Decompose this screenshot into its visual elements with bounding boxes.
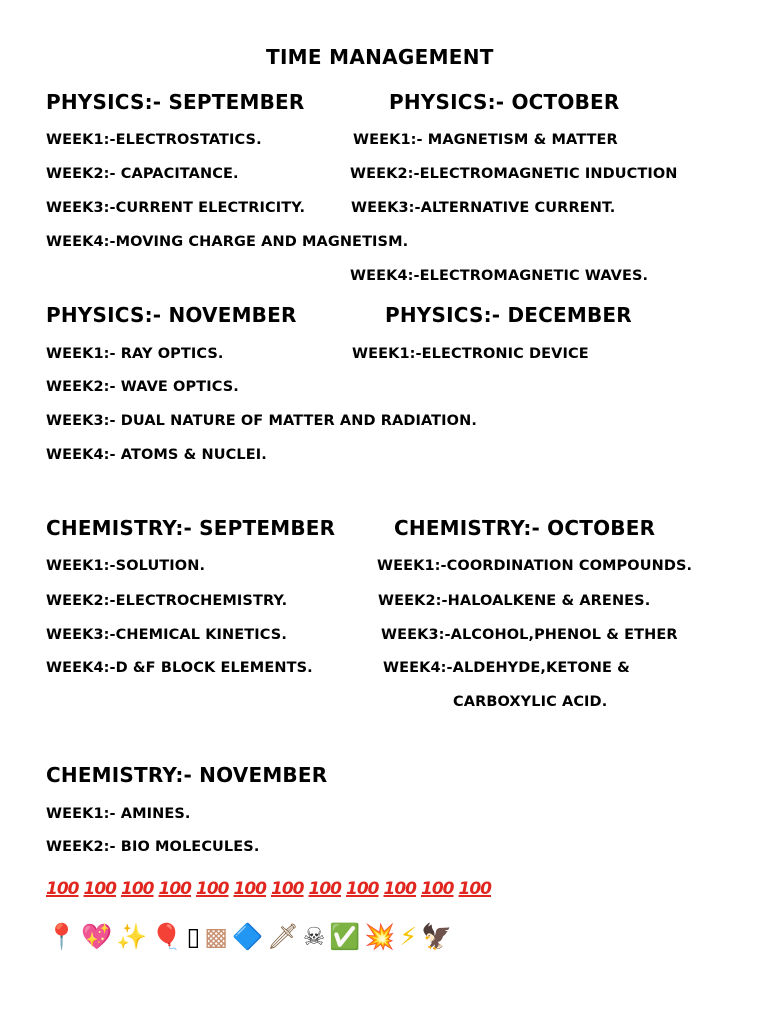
hundred-points-icon: 100 bbox=[271, 879, 304, 899]
hundred-points-icon: 100 bbox=[83, 879, 116, 899]
chemistry-september-week3: WEEK3:-CHEMICAL KINETICS. bbox=[46, 627, 287, 643]
hundred-points-icon: 100 bbox=[308, 879, 341, 899]
physics-october-heading: PHYSICS:- OCTOBER bbox=[389, 90, 620, 114]
physics-november-heading: PHYSICS:- NOVEMBER bbox=[46, 303, 297, 327]
chemistry-september-week4: WEEK4:-D &F BLOCK ELEMENTS. bbox=[46, 660, 313, 676]
chemistry-october-week1: WEEK1:-COORDINATION COMPOUNDS. bbox=[377, 558, 693, 574]
hundred-points-icon: 100 bbox=[421, 879, 454, 899]
chemistry-september-week1: WEEK1:-SOLUTION. bbox=[46, 558, 206, 574]
hundred-points-icon: 100 bbox=[158, 879, 191, 899]
hundred-points-icon: 100 bbox=[383, 879, 416, 899]
sparkles-icon: ✨ bbox=[116, 922, 148, 951]
blue-diamond-icon: 🔷 bbox=[231, 922, 264, 951]
physics-november-week4: WEEK4:- ATOMS & NUCLEI. bbox=[46, 447, 267, 463]
hundred-points-icon: 100 bbox=[233, 879, 266, 899]
chemistry-october-week4: WEEK4:-ALDEHYDE,KETONE & bbox=[383, 660, 630, 676]
hundred-points-icon: 100 bbox=[196, 879, 229, 899]
chemistry-november-heading: CHEMISTRY:- NOVEMBER bbox=[46, 763, 328, 787]
collision-icon: 💥 bbox=[364, 922, 396, 951]
chemistry-october-week2: WEEK2:-HALOALKENE & ARENES. bbox=[378, 593, 651, 609]
physics-december-week1: WEEK1:-ELECTRONIC DEVICE bbox=[352, 346, 589, 362]
physics-november-week2: WEEK2:- WAVE OPTICS. bbox=[46, 379, 239, 395]
lightning-icon: ⚡ bbox=[399, 922, 418, 951]
placeholder-box-icon: ▯ bbox=[186, 922, 201, 951]
balloon-icon: 🎈 bbox=[151, 922, 183, 951]
hundred-points-icon: 100 bbox=[458, 879, 491, 899]
physics-september-week3: WEEK3:-CURRENT ELECTRICITY. bbox=[46, 200, 306, 216]
hundred-points-icon: 100 bbox=[46, 879, 79, 899]
chemistry-november-week1: WEEK1:- AMINES. bbox=[46, 806, 191, 822]
bandage-icon: ▩ bbox=[204, 922, 228, 951]
physics-november-week1: WEEK1:- RAY OPTICS. bbox=[46, 346, 224, 362]
page-title: TIME MANAGEMENT bbox=[266, 45, 494, 69]
chemistry-october-week3: WEEK3:-ALCOHOL,PHENOL & ETHER bbox=[381, 627, 678, 643]
physics-october-week4: WEEK4:-ELECTROMAGNETIC WAVES. bbox=[350, 268, 649, 284]
chemistry-october-week4-cont: CARBOXYLIC ACID. bbox=[453, 694, 608, 710]
dagger-icon: 🗡 bbox=[267, 922, 299, 951]
sparkling-heart-icon: 💖 bbox=[81, 922, 113, 951]
check-mark-icon: ✅ bbox=[329, 922, 361, 951]
chemistry-october-heading: CHEMISTRY:- OCTOBER bbox=[394, 516, 656, 540]
chemistry-september-week2: WEEK2:-ELECTROCHEMISTRY. bbox=[46, 593, 288, 609]
physics-september-heading: PHYSICS:- SEPTEMBER bbox=[46, 90, 305, 114]
physics-october-week2: WEEK2:-ELECTROMAGNETIC INDUCTION bbox=[350, 166, 678, 182]
physics-october-week1: WEEK1:- MAGNETISM & MATTER bbox=[353, 132, 618, 148]
skull-crossbones-icon: ☠ bbox=[302, 922, 326, 951]
eagle-icon: 🦅 bbox=[421, 922, 453, 951]
physics-october-week3: WEEK3:-ALTERNATIVE CURRENT. bbox=[351, 200, 616, 216]
hundred-points-icon: 100 bbox=[346, 879, 379, 899]
physics-september-week4: WEEK4:-MOVING CHARGE AND MAGNETISM. bbox=[46, 234, 409, 250]
chemistry-november-week2: WEEK2:- BIO MOLECULES. bbox=[46, 839, 260, 855]
physics-september-week1: WEEK1:-ELECTROSTATICS. bbox=[46, 132, 262, 148]
pushpin-icon: 📍 bbox=[46, 922, 78, 951]
physics-september-week2: WEEK2:- CAPACITANCE. bbox=[46, 166, 239, 182]
physics-november-week3: WEEK3:- DUAL NATURE OF MATTER AND RADIATION. bbox=[46, 413, 477, 429]
symbol-emoji-row bbox=[46, 922, 452, 952]
hundred-emoji-row bbox=[46, 874, 491, 904]
chemistry-september-heading: CHEMISTRY:- SEPTEMBER bbox=[46, 516, 336, 540]
physics-december-heading: PHYSICS:- DECEMBER bbox=[385, 303, 632, 327]
hundred-points-icon: 100 bbox=[121, 879, 154, 899]
